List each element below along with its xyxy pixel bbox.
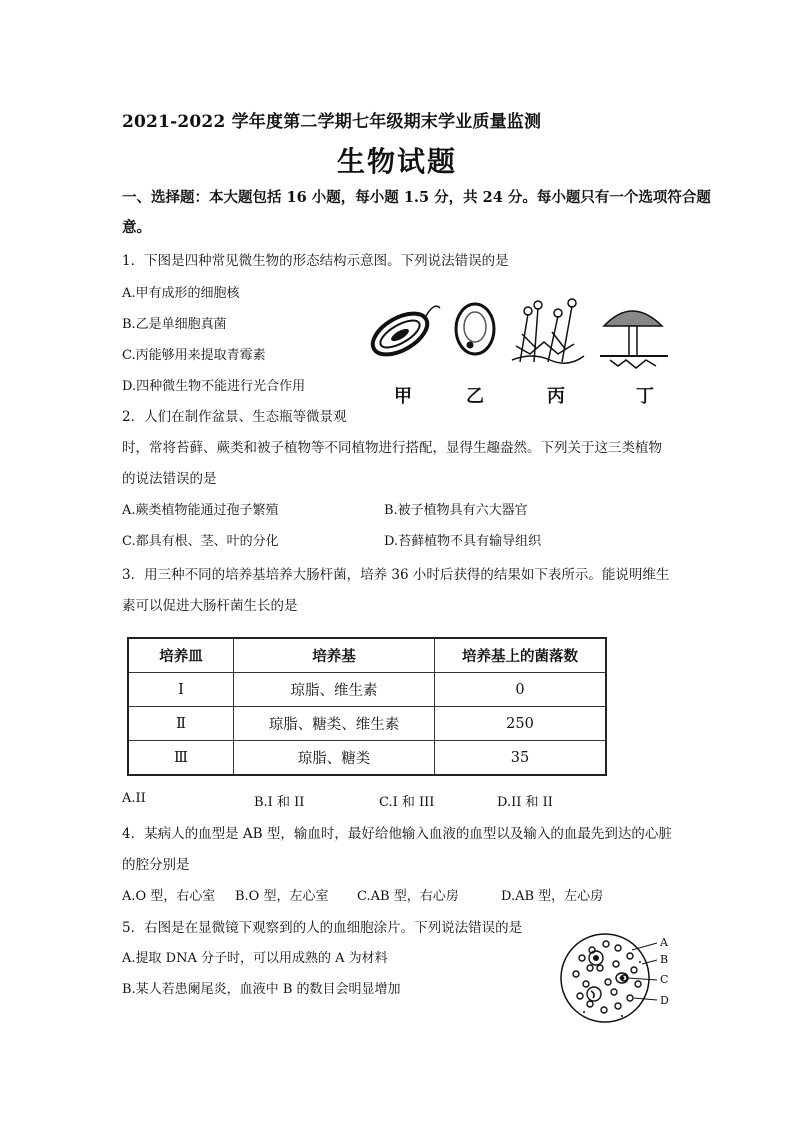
q2-line3: 的说法错误的是 xyxy=(122,471,217,487)
q1-option-a: A.甲有成形的细胞核 xyxy=(122,286,240,301)
table-header: 培养皿 xyxy=(128,638,234,673)
culture-results-table xyxy=(127,637,607,776)
q3-option-d: D.II 和 II xyxy=(497,795,553,810)
table-cell: 250 xyxy=(435,707,607,741)
q2-line1: 2．人们在制作盆景、生态瓶等微景观 xyxy=(122,409,347,425)
table-header-row xyxy=(128,638,606,673)
q4-option-b: B.O 型，左心室 xyxy=(235,889,329,904)
table-row xyxy=(128,707,606,741)
q4-line2: 的腔分别是 xyxy=(122,857,190,873)
q1-option-b: B.乙是单细胞真菌 xyxy=(122,317,227,332)
q3-line1: 3．用三种不同的培养基培养大肠杆菌，培养 36 小时后获得的结果如下表所示。能说明维生 xyxy=(122,567,670,583)
figure-label-yi: 乙 xyxy=(466,386,484,407)
q3-option-c: C.I 和 III xyxy=(379,795,435,810)
mold-drawing xyxy=(512,299,584,363)
section-instruction-line2: 意。 xyxy=(122,219,151,236)
figure-label-jia: 甲 xyxy=(394,386,412,407)
yeast-drawing xyxy=(456,304,494,354)
table-cell: 琼脂、糖类 xyxy=(234,741,435,776)
table-cell: Ⅰ xyxy=(128,673,234,707)
table-cell: Ⅲ xyxy=(128,741,234,776)
q1-option-d: D.四种微生物不能进行光合作用 xyxy=(122,379,306,394)
blood-label-a: A xyxy=(660,936,668,949)
q2-option-b: B.被子植物具有六大器官 xyxy=(384,503,528,518)
q2-line2: 时，常将苔藓、蕨类和被子植物等不同植物进行搭配，显得生趣盎然。下列关于这三类植物 xyxy=(122,440,662,456)
q3-line2: 素可以促进大肠杆菌生长的是 xyxy=(122,598,298,614)
q3-option-b: B.I 和 II xyxy=(254,795,305,810)
exam-header: 2021-2022 学年度第二学期七年级期末学业质量监测 xyxy=(122,112,542,132)
table-cell: 琼脂、维生素 xyxy=(234,673,435,707)
q2-option-d: D.苔藓植物不具有输导组织 xyxy=(384,534,542,549)
table-header: 培养基 xyxy=(234,638,435,673)
exam-title: 生物试题 xyxy=(336,145,457,178)
table-cell: 35 xyxy=(435,741,607,776)
q4-option-d: D.AB 型，左心房 xyxy=(501,889,604,904)
q2-option-c: C.都具有根、茎、叶的分化 xyxy=(122,534,279,549)
bacterium-drawing xyxy=(366,305,440,363)
blood-label-b: B xyxy=(660,953,669,966)
table-row xyxy=(128,741,606,776)
blood-label-d: D xyxy=(660,994,669,1007)
q5-option-a: A.提取 DNA 分子时，可以用成熟的 A 为材料 xyxy=(122,951,388,966)
mushroom-drawing xyxy=(600,311,668,368)
q1-stem: 1．下图是四种常见微生物的形态结构示意图。下列说法错误的是 xyxy=(122,253,509,269)
q5-option-b: B.某人若患阑尾炎，血液中 B 的数目会明显增加 xyxy=(122,982,401,997)
figure-label-ding: 丁 xyxy=(636,386,654,407)
q5-stem: 5．右图是在显微镜下观察到的人的血细胞涂片。下列说法错误的是 xyxy=(122,920,523,936)
table-row xyxy=(128,673,606,707)
table-cell: 琼脂、糖类、维生素 xyxy=(234,707,435,741)
q4-line1: 4．某病人的血型是 AB 型，输血时，最好给他输入血液的血型以及输入的血最先到达的心脏 xyxy=(122,826,672,842)
table-cell: 0 xyxy=(435,673,607,707)
q4-option-a: A.O 型，右心室 xyxy=(122,889,216,904)
table-cell: Ⅱ xyxy=(128,707,234,741)
q2-option-a: A.蕨类植物能通过孢子繁殖 xyxy=(122,503,279,518)
figure-label-bing: 丙 xyxy=(547,386,565,407)
blood-label-c: C xyxy=(660,973,669,986)
q1-option-c: C.丙能够用来提取青霉素 xyxy=(122,348,266,363)
q3-option-a: A.II xyxy=(122,791,146,806)
q4-option-c: C.AB 型，右心房 xyxy=(357,889,459,904)
section-instruction-line1: 一、选择题：本大题包括 16 小题，每小题 1.5 分，共 24 分。每小题只有一个选项符合题 xyxy=(122,189,711,206)
table-header: 培养基上的菌落数 xyxy=(435,638,607,673)
